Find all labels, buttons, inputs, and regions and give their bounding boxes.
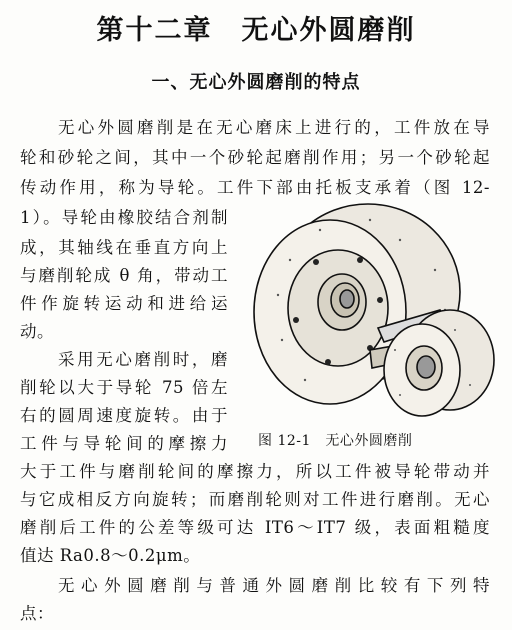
centerless-grinding-figure (250, 200, 500, 420)
paragraph-line: 工件与导轮间的摩擦力 (20, 434, 228, 453)
paragraph-line: 轮和砂轮之间，其中一个砂轮起磨削作用；另一个砂轮起 (20, 148, 490, 167)
paragraph-line: 无心外圆磨削与普通外圆磨削比较有下列特 (58, 576, 490, 595)
paragraph-line: 采用无心磨削时，磨 (58, 350, 228, 369)
paragraph-line: 削轮以大于导轮 75 倍左 (20, 378, 228, 397)
paragraph-line: 值达 Ra0.8～0.2μm。 (20, 546, 201, 565)
paragraph-line: 点： (20, 604, 54, 623)
paragraph-line: 与磨削轮成 θ 角，带动工 (20, 266, 228, 285)
paragraph-line: 件作旋转运动和进给运 (20, 294, 228, 313)
paragraph-line: 1）。导轮由橡胶结合剂制 (20, 208, 228, 227)
paragraph-line: 大于工件与磨削轮间的摩擦力，所以工件被导轮带动并 (20, 462, 490, 481)
paragraph-line: 右的圆周速度旋转。由于 (20, 406, 228, 425)
paragraph-line: 无心外圆磨削是在无心磨床上进行的，工件放在导 (58, 118, 490, 137)
paragraph-line: 动。 (20, 322, 54, 341)
figure-caption: 图 12-1 无心外圆磨削 (258, 433, 413, 449)
chapter-title: 第十二章 无心外圆磨削 (96, 15, 416, 46)
paragraph-line: 成，其轴线在垂直方向上 (20, 238, 228, 257)
paragraph-line: 与它成相反方向旋转；而磨削轮则对工件进行磨削。无心 (20, 490, 490, 509)
section-title: 一、无心外圆磨削的特点 (151, 72, 361, 93)
paragraph-line: 磨削后工件的公差等级可达 IT6～IT7 级，表面粗糙度 (20, 518, 490, 537)
paragraph-line: 传动作用，称为导轮。工件下部由托板支承着（图 12- (20, 178, 490, 197)
